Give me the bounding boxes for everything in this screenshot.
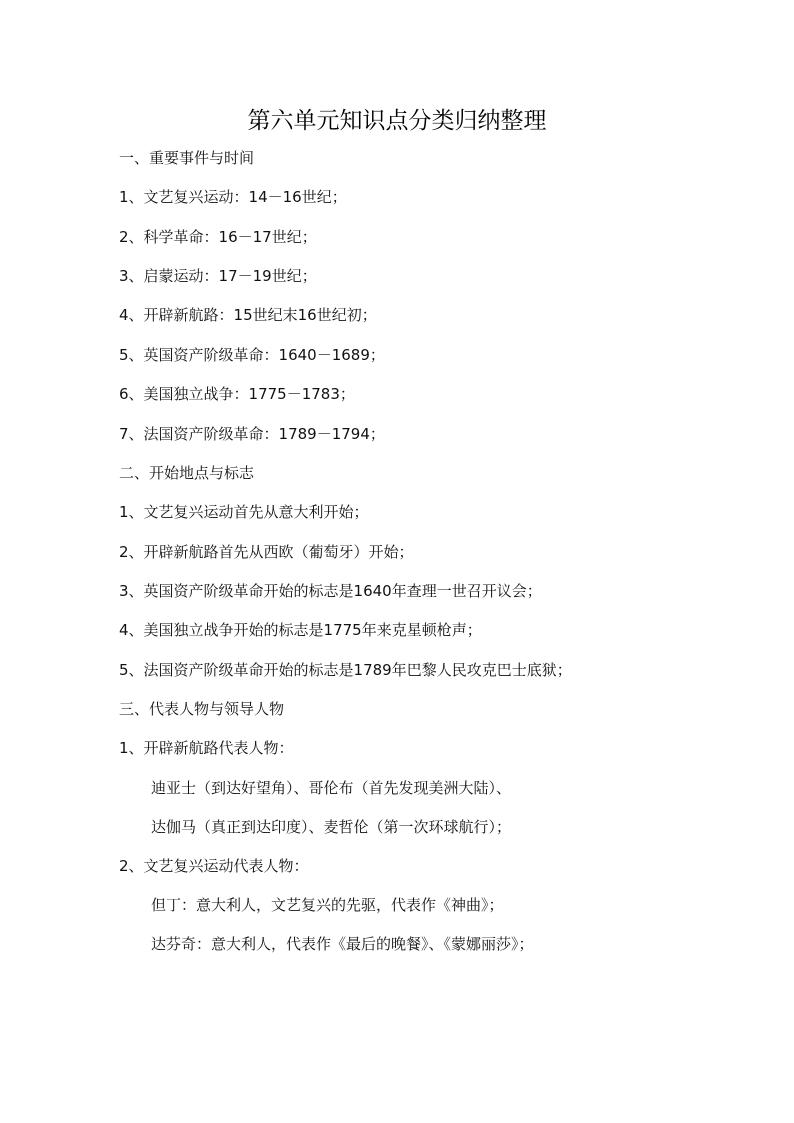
list-item-detail: 但丁：意大利人，文艺复兴的先驱，代表作《神曲》； (151, 896, 504, 914)
list-item-detail: 迪亚士（到达好望角）、哥伦布（首先发现美洲大陆）、 (151, 779, 512, 797)
list-item: 5、法国资产阶级革命开始的标志是1789年巴黎人民攻克巴士底狱； (119, 661, 572, 679)
list-item: 4、开辟新航路：15世纪末16世纪初； (119, 306, 377, 324)
list-item: 7、法国资产阶级革命：1789－1794； (119, 425, 385, 443)
list-item: 1、开辟新航路代表人物： (119, 739, 294, 757)
list-item: 3、英国资产阶级革命开始的标志是1640年查理一世召开议会； (119, 582, 542, 600)
list-item: 2、开辟新航路首先从西欧（葡萄牙）开始； (119, 543, 414, 561)
list-item: 4、美国独立战争开始的标志是1775年来克星顿枪声； (119, 621, 482, 639)
list-item: 2、科学革命：16－17世纪； (119, 228, 317, 246)
page-title: 第六单元知识点分类归纳整理 (247, 108, 547, 134)
list-item: 5、英国资产阶级革命：1640－1689； (119, 346, 385, 364)
list-item-detail: 达芬奇：意大利人，代表作《最后的晚餐》、《蒙娜丽莎》； (151, 935, 534, 953)
list-item: 2、文艺复兴运动代表人物： (119, 857, 309, 875)
list-item: 3、启蒙运动：17－19世纪； (119, 267, 317, 285)
section-heading-1: 一、重要事件与时间 (119, 149, 255, 167)
list-item-detail: 达伽马（真正到达印度）、麦哲伦（第一次环球航行）； (151, 818, 512, 836)
list-item: 6、美国独立战争：1775－1783； (119, 385, 355, 403)
section-heading-2: 二、开始地点与标志 (119, 464, 255, 482)
list-item: 1、文艺复兴运动：14－16世纪； (119, 188, 347, 206)
list-item: 1、文艺复兴运动首先从意大利开始； (119, 503, 369, 521)
section-heading-3: 三、代表人物与领导人物 (119, 700, 285, 718)
